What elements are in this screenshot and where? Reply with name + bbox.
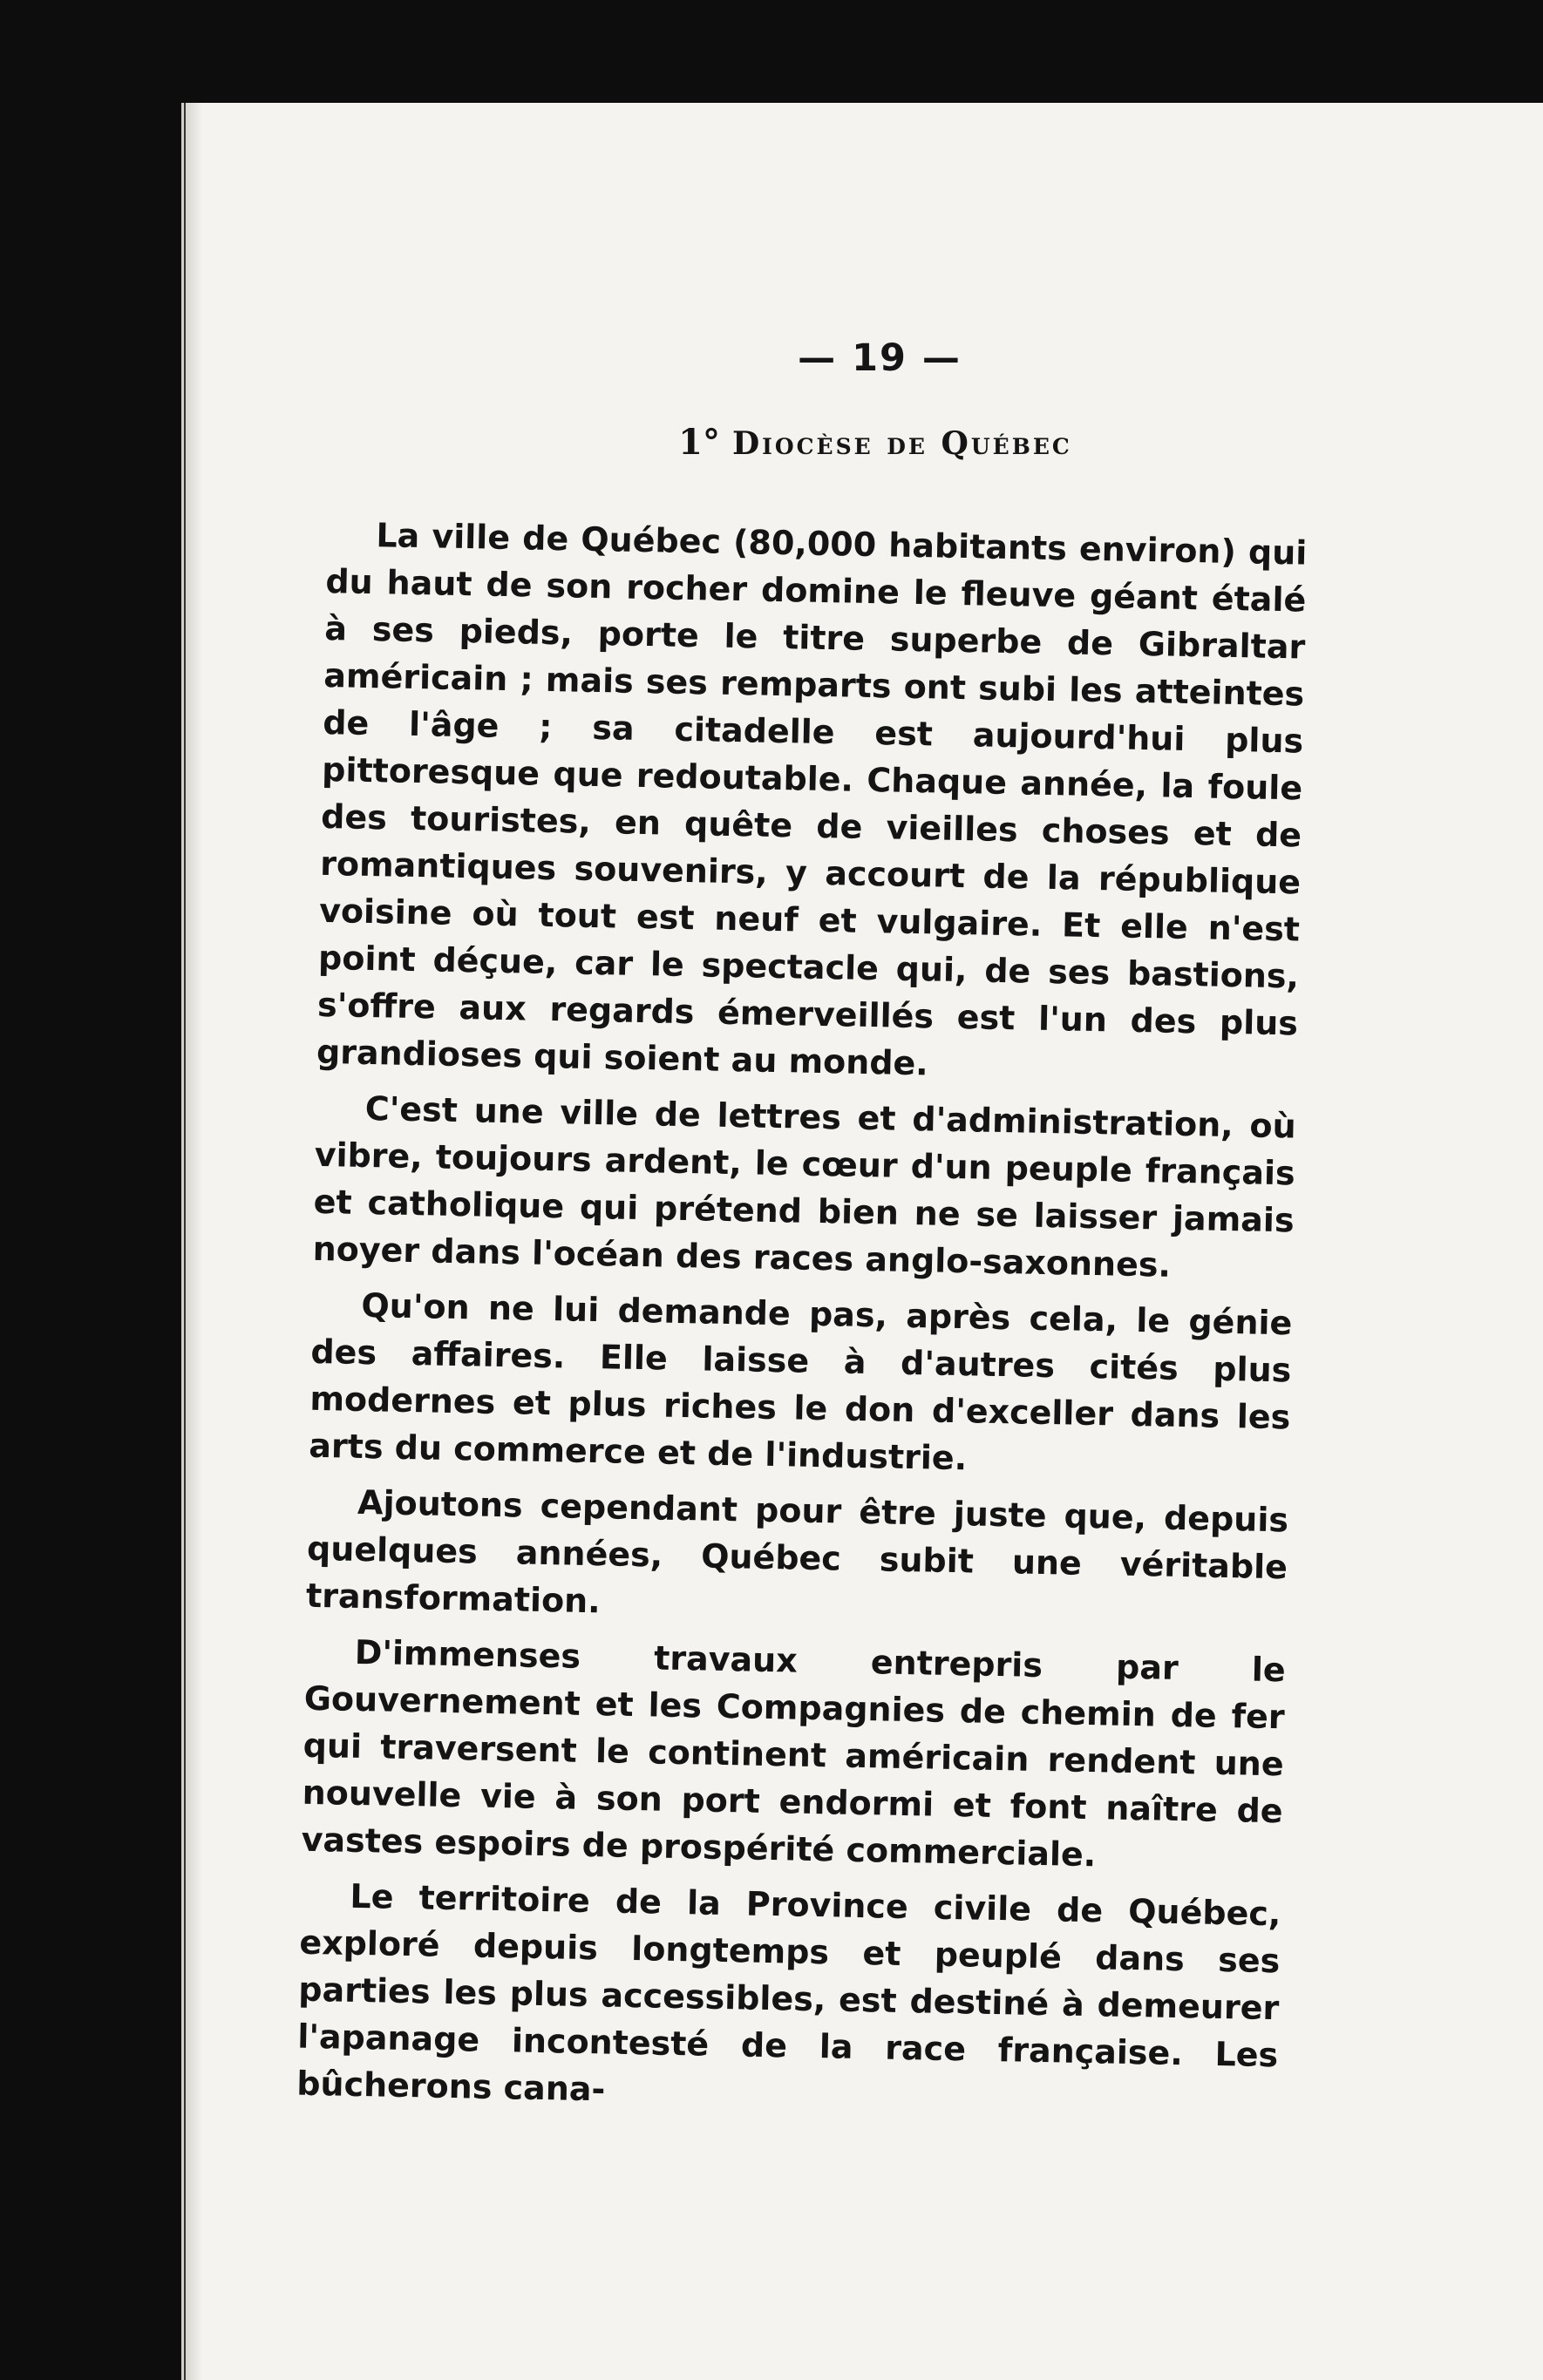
paragraph-2: C'est une ville de lettres et d'administration, où vibre, toujours ardent, le cœur d'un peuple français et catholique qui prétend bien ne se laisser jamais noyer dans l'océan des races anglo-saxonnes. [312,1088,1297,1285]
paragraph-3: Qu'on ne lui demande pas, après cela, le génie des affaires. Elle laisse à d'autres cités plus modernes et plus riches le don d'exceller dans les arts du commerce et de l'industrie. [308,1285,1293,1478]
paragraph-5: D'immenses travaux entrepris par le Gouvernement et les Compagnies de chemin de fer qui traversent le continent américain rendent une nouvelle vie à son port endormi et font naître de vastes espoirs de prospérité commerciale. [301,1632,1287,1875]
section-number: 1° [678,422,721,463]
paragraph-6: Le territoire de la Province civile de Québec, exploré depuis longtemps et peuplé dans ses parties les plus accessibles, est destiné à demeurer l'apanage incontesté de la race française. Les bûcherons cana- [296,1876,1281,2109]
book-page [181,103,1543,2380]
section-title: Diocèse de Québec [731,425,1072,462]
paragraph-4: Ajoutons cependant pour être juste que, depuis quelques années, Québec subit une véritable transformation. [305,1482,1289,1621]
paragraph-1: La ville de Québec (80,000 habitants environ) qui du haut de son rocher domine le fleuve géant étalé à ses pieds, porte le titre superbe de Gibraltar américain ; mais ses remparts ont subi les atteintes de l'âge ; sa citadelle est aujourd'hui plus pittoresque que redoutable. Chaque année, la foule des touristes, en quête de vieilles choses et de romantiques souvenirs, y accourt de la république voisine où tout est neuf et vulgaire. Et elle n'est point déçue, car le spectacle qui, de ses bastions, s'offre aux regards émerveillés est l'un des plus grandioses qui soient au monde. [316,516,1308,1083]
body-text [296,511,1308,2134]
page-number: — 19 — [798,336,962,380]
section-heading [181,422,1543,463]
